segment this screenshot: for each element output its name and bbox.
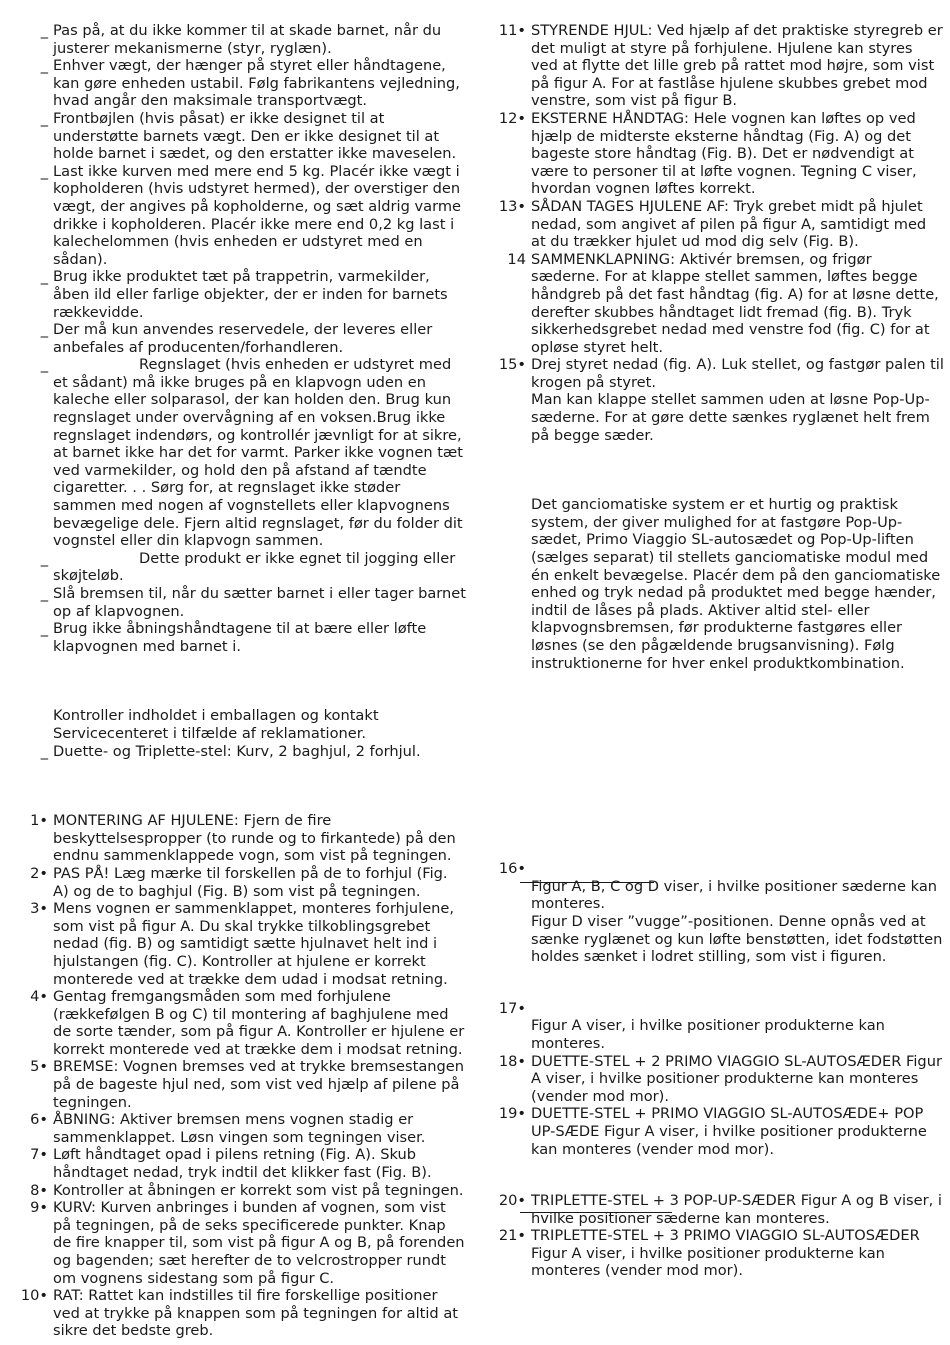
- list-item: [478, 1192, 948, 1227]
- item-marker: _: [40, 57, 48, 75]
- item-marker: 15•: [498, 356, 526, 374]
- list-item: [478, 1227, 948, 1280]
- ganciomatic-paragraph: [478, 496, 948, 672]
- list-item: [0, 585, 470, 620]
- list-item: [0, 812, 470, 865]
- item-text: SAMMENKLAPNING: Aktivér bremsen, og frigør sæderne. For at klappe stellet sammen, løftes begge håndgreb på det fast håndtag (fig. A) for at løsne dette, derefter skubbes håndtaget lidt fremad (fig. B). Tryk sikkerhedsgrebet nedad med venstre fod (fig. C) for at opløse styret helt.: [531, 250, 939, 356]
- item-text: Mens vognen er sammenklappet, monteres forhjulene, som vist på figur A. Du skal trykke tilkoblingsgrebet nedad (fig. B) og samtidigt sætte hjulnavet helt ind i hjulstangen (fig. C). Kontroller at hjulene er korrekt monterede ved at trække dem udad i modsat retning.: [53, 900, 455, 988]
- item-text: TRIPLETTE-STEL + 3 POP-UP-SÆDER Figur A og B viser, i hvilke positioner sæderne kan monteres.: [531, 1192, 942, 1227]
- item-marker: _: [40, 620, 48, 638]
- item-text: STYRENDE HJUL: Ved hjælp af det praktiske styregreb er det muligt at styre på forhjulene. Hjulene kan styres ved at flytte det lille greb på rattet mod højre, som vist på figur A. For at fastlåse hjulene skubbes grebet mod venstre, som vist på figur B.: [531, 22, 943, 110]
- list-item: [0, 321, 470, 356]
- item-marker: 14: [507, 250, 526, 268]
- item-marker: 6•: [30, 1111, 48, 1129]
- item-marker: _: [40, 109, 48, 127]
- item-text: [53, 356, 466, 550]
- steps-20-21: [478, 1192, 948, 1280]
- item-marker: _: [40, 321, 48, 339]
- assembly-steps: [0, 812, 470, 1340]
- item-marker: _: [40, 549, 48, 567]
- list-item: [0, 1058, 470, 1111]
- list-item: [0, 988, 470, 1058]
- item-text: MONTERING AF HJULENE: Fjern de fire beskyttelsespropper (to runde og to firkantede) på den endnu sammenklappede vogn, som vist på tegningen.: [53, 812, 456, 865]
- section-divider: [520, 1212, 672, 1213]
- list-item: [478, 1017, 948, 1052]
- list-item: [478, 110, 948, 198]
- item-marker: 3•: [30, 900, 48, 918]
- warning-list: [0, 22, 470, 655]
- list-item: [0, 620, 470, 655]
- item-marker: 17•: [498, 999, 526, 1017]
- item-text: Drej styret nedad (fig. A). Luk stellet, og fastgør palen til krogen på styret.: [531, 356, 944, 391]
- list-item: [478, 1053, 948, 1106]
- item-marker: 7•: [30, 1146, 48, 1164]
- left-column: [0, 22, 470, 1340]
- list-item: [0, 22, 470, 57]
- list-item: [478, 391, 948, 444]
- steps-17-19: [478, 1000, 948, 1158]
- list-item: [478, 1000, 948, 1018]
- item-text: Brug ikke produktet tæt på trappetrin, varmekilder, åben ild eller farlige objekter, der er inden for barnets rækkevidde.: [53, 268, 448, 321]
- item-text: Figur A, B, C og D viser, i hvilke positioner sæderne kan monteres.: [531, 877, 938, 913]
- item-text: Pas på, at du ikke kommer til at skade barnet, når du justerer mekanismerne (styr, ryglæn).: [53, 22, 442, 57]
- item-text: PAS PÅ! Læg mærke til forskellen på de to forhjul (Fig. A) og de to baghjul (Fig. B) som vist på tegningen.: [53, 864, 448, 900]
- item-marker: _: [40, 22, 48, 39]
- ganciomatic-text: Det ganciomatiske system er et hurtig og praktisk system, der giver mulighed for at fastgøre Pop-Up-sædet, Primo Viaggio SL-autosædet og Pop-Up-liften (sælges separat) til stellets ganciomatiske modul med én enkelt bevægelse. Placér dem på den ganciomatiske enhed og tryk nedad på produktet med begge hænder, indtil de låses på plads. Aktiver altid stel- eller klapvognsbremsen, før produkterne fastgøres eller løsnes (se den pågældende brugsanvisning). Følg instruktionerne for hver enkel produktkombination.: [531, 496, 941, 672]
- item-text: RAT: Rattet kan indstilles til fire forskellige positioner ved at trykke på knappen som på tegningen for altid at sikre det bedste greb.: [53, 1287, 458, 1340]
- list-item: [478, 913, 948, 966]
- list-item: [478, 878, 948, 913]
- item-text: Last ikke kurven med mere end 5 kg. Placér ikke vægt i kopholderen (hvis udstyret hermed), der overstiger den vægt, der angives på kopholderne, og sæt aldrig varme drikke i kopholderen. Placér ikke mere end 0,2 kg last i kalechelommen (hvis enheden er udstyret med en sådan).: [53, 162, 462, 268]
- item-text: Der må kun anvendes reservedele, der leveres eller anbefales af producenten/forhandleren.: [53, 321, 433, 356]
- list-item: [478, 1105, 948, 1158]
- item-marker: 19•: [498, 1105, 526, 1123]
- contents-item: [0, 743, 470, 761]
- contents-intro: [0, 707, 470, 742]
- item-marker: 13•: [498, 197, 526, 215]
- list-item: [0, 356, 470, 550]
- item-text: BREMSE: Vognen bremses ved at trykke bremsestangen på de bageste hjul ned, som vist ved hjælp af pilene på tegningen.: [53, 1058, 465, 1111]
- item-marker: _: [40, 356, 48, 374]
- item-text-body: Regnslaget (hvis enheden er udstyret med et sådant) må ikke bruges på en klapvogn uden en kaleche eller solparasol, der kan holden den. Brug kun regnslaget under overvågning af en voksen.Brug ikke regnslaget indendørs, og kontrollér jævnligt for at sikre, at barnet ikke har det for varmt. Parker ikke vognen tæt ved varmekilder, og hold den på afstand af tændte cigaretter. . . Sørg for, at regnslaget ikke støder sammen med nogen af vognstellets eller klapvognens bevægelige dele. Fjern altid regnslaget, før du folder dit vognstel eller din klapvogn sammen.: [53, 356, 463, 550]
- item-text: Man kan klappe stellet sammen uden at løsne Pop-Up-sæderne. For at gøre dette sænkes ryglænet helt frem på begge sæder.: [531, 391, 930, 444]
- list-item: [0, 865, 470, 900]
- item-text: TRIPLETTE-STEL + 3 PRIMO VIAGGIO SL-AUTOSÆDER Figur A viser, i hvilke positioner produkterne kan monteres (vender mod mor).: [531, 1227, 920, 1280]
- list-item: [0, 57, 470, 110]
- item-marker: 10•: [20, 1287, 48, 1305]
- item-text: Figur D viser ”vugge”-positionen. Denne opnås ved at sænke ryglænet og kun løfte benstøtten, idet fodstøtten holdes sænket i lodret stilling, som vist i figuren.: [531, 912, 943, 966]
- list-item: [478, 198, 948, 251]
- item-marker: 5•: [30, 1058, 48, 1076]
- list-item: [478, 251, 948, 357]
- item-marker: 21•: [498, 1227, 526, 1245]
- contents-intro-text: Kontroller indholdet i emballagen og kontakt Servicecenteret i tilfælde af reklamationer.: [53, 707, 379, 742]
- item-text: KURV: Kurven anbringes i bunden af vognen, som vist på tegningen, på de seks specificerede punkter. Knap de fire knapper til, som vist på figur A og B, på forenden og bagenden; sæt herefter de to velcrostropper rundt om vognens sidestang som på figur C.: [53, 1199, 465, 1287]
- item-text: EKSTERNE HÅNDTAG: Hele vognen kan løftes op ved hjælp de midterste eksterne håndtag (Fig. A) og det bageste store håndtag (Fig. B). Det er nødvendigt at være to personer til at løfte vognen. Tegning C viser, hvordan vognen løftes korrekt.: [531, 109, 917, 198]
- contents-item-text: Duette- og Triplette-stel: Kurv, 2 baghjul, 2 forhjul.: [53, 742, 421, 760]
- item-text: Frontbøjlen (hvis påsat) er ikke designet til at understøtte barnets vægt. Den er ikke designet til at holde barnet i sædet, og den erstatter ikke maveselen.: [53, 109, 457, 163]
- list-item: [0, 900, 470, 988]
- item-marker: 11•: [498, 22, 526, 39]
- item-marker: 12•: [498, 109, 526, 127]
- item-marker: 4•: [30, 988, 48, 1006]
- item-text: Gentag fremgangsmåden som med forhjulene (rækkefølgen B og C) til montering af baghjulene med de sorte tænder, som på figur A. Kontroller er hjulene er korrekt monterede ved at trække dem i modsat retning.: [53, 988, 465, 1058]
- item-marker: 9•: [30, 1199, 48, 1217]
- list-item: [478, 860, 948, 878]
- list-item: [0, 1199, 470, 1287]
- right-column: [478, 22, 948, 1280]
- list-item: [478, 22, 948, 110]
- item-text: Figur A viser, i hvilke positioner produkterne kan monteres.: [531, 1017, 885, 1052]
- item-text: [531, 1000, 944, 1018]
- item-marker: 2•: [30, 864, 48, 882]
- item-text: Slå bremsen til, når du sætter barnet i eller tager barnet op af klapvognen.: [53, 585, 466, 620]
- item-text: [531, 860, 944, 878]
- list-item: [0, 1146, 470, 1181]
- section-divider: [520, 882, 654, 883]
- item-marker: 18•: [498, 1052, 526, 1070]
- item-text: Enhver vægt, der hænger på styret eller håndtagene, kan gøre enheden ustabil. Følg fabrikantens vejledning, hvad angår den maksimale transportvægt.: [53, 57, 460, 110]
- list-item: [0, 268, 470, 321]
- item-text: DUETTE-STEL + PRIMO VIAGGIO SL-AUTOSÆDE+ POP UP-SÆDE Figur A viser, i hvilke positioner produkterne kan monteres (vender mod mor).: [531, 1105, 927, 1158]
- list-item: [478, 356, 948, 391]
- list-item: [0, 110, 470, 163]
- list-item: [0, 1287, 470, 1340]
- item-text: Løft håndtaget opad i pilens retning (Fig. A). Skub håndtaget nedad, tryk indtil det klikker fast (Fig. B).: [53, 1146, 432, 1182]
- list-item: [0, 1111, 470, 1146]
- bullet-marker: _: [40, 742, 48, 760]
- item-marker: _: [40, 585, 48, 602]
- item-text: Brug ikke åbningshåndtagene til at bære eller løfte klapvognen med barnet i.: [53, 620, 427, 655]
- item-marker: _: [40, 268, 48, 286]
- item-text: Kontroller at åbningen er korrekt som vist på tegningen.: [53, 1181, 464, 1199]
- item-text: [53, 550, 466, 585]
- item-text: ÅBNING: Aktiver bremsen mens vognen stadig er sammenklappet. Løsn vingen som tegningen viser.: [53, 1111, 426, 1146]
- item-text: DUETTE-STEL + 2 PRIMO VIAGGIO SL-AUTOSÆDER Figur A viser, i hvilke positioner produkterne kan monteres (vender mod mor).: [531, 1052, 942, 1105]
- item-marker: _: [40, 162, 48, 180]
- steps-16: [478, 860, 948, 966]
- item-text: SÅDAN TAGES HJULENE AF: Tryk grebet midt på hjulet nedad, som angivet af pilen på figur A, samtidigt med at du trækker hjulet ud mod dig selv (Fig. B).: [531, 197, 927, 251]
- list-item: [0, 550, 470, 585]
- item-marker: 1•: [30, 812, 48, 830]
- item-marker: 16•: [498, 860, 526, 878]
- item-marker: 20•: [498, 1192, 526, 1210]
- list-item: [0, 163, 470, 269]
- steps-11-15: [478, 22, 948, 444]
- item-marker: 8•: [30, 1181, 48, 1199]
- list-item: [0, 1182, 470, 1200]
- item-text-body: Dette produkt er ikke egnet til jogging eller skøjteløb.: [53, 549, 456, 585]
